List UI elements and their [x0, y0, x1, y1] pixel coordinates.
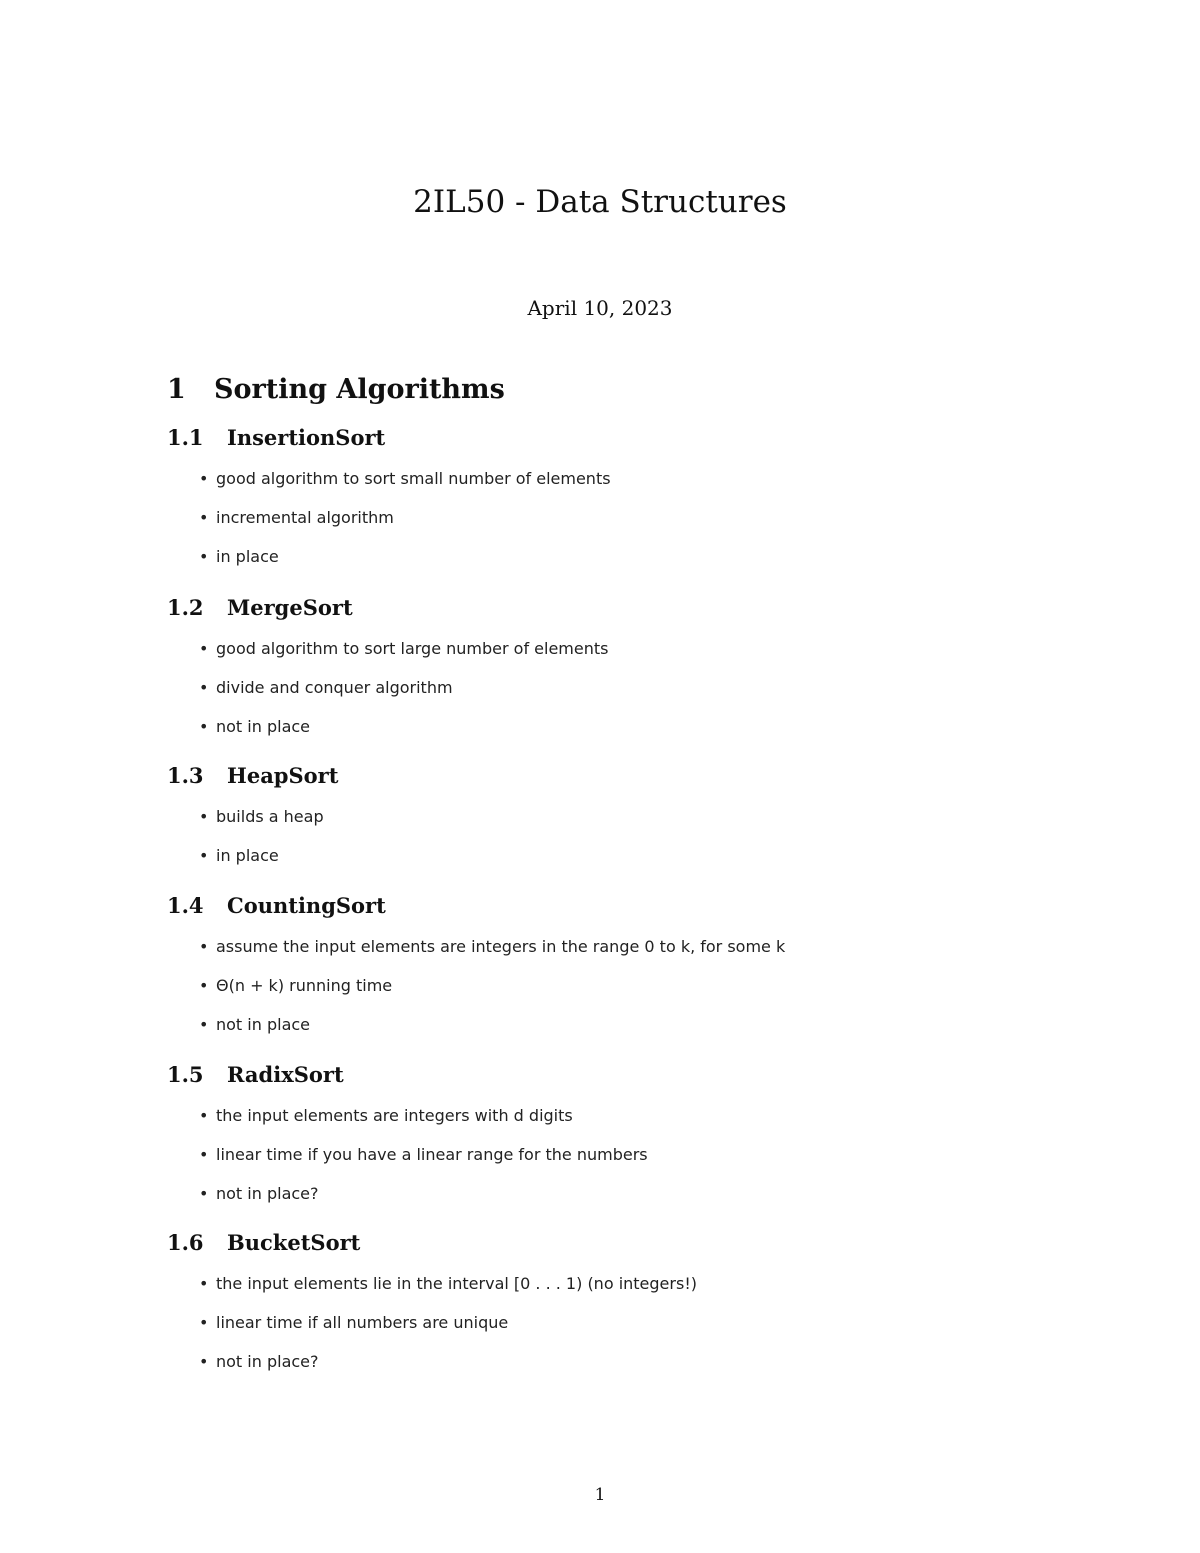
bullet-icon: •: [199, 639, 209, 658]
subsection-heading: [167, 891, 785, 921]
list-item-text: not in place?: [216, 1184, 319, 1203]
bullet-icon: •: [199, 1015, 209, 1034]
subsection-number: 1.2: [167, 595, 204, 620]
list-item: [167, 966, 785, 1005]
list-item-text: in place: [216, 547, 279, 566]
subsection-number: 1.6: [167, 1230, 204, 1255]
document-title: 2IL50 - Data Structures: [413, 184, 787, 220]
list-item: [167, 629, 608, 668]
list-item: [167, 498, 611, 537]
list-item-text: linear time if all numbers are unique: [216, 1313, 509, 1332]
list-item: [167, 1264, 697, 1303]
subsection-title: CountingSort: [227, 893, 386, 918]
list-item: [167, 1005, 785, 1044]
list-item-text: in place: [216, 846, 279, 865]
bullet-list: [167, 1264, 697, 1381]
list-item: [167, 797, 338, 836]
list-item-text: not in place: [216, 1015, 311, 1034]
section-heading: [167, 372, 505, 408]
subsection-heading: [167, 1060, 648, 1090]
bullet-list: [167, 459, 611, 576]
subsection-countingsort: [167, 891, 785, 1044]
list-item: [167, 707, 608, 746]
list-item-text: the input elements lie in the interval [0 . . . 1) (no integers!): [216, 1274, 697, 1293]
subsection-radixsort: [167, 1060, 648, 1213]
bullet-icon: •: [199, 678, 209, 697]
list-item-text: not in place?: [216, 1352, 319, 1371]
bullet-icon: •: [199, 717, 209, 736]
subsection-title: MergeSort: [227, 595, 353, 620]
list-item-text: assume the input elements are integers in the range 0 to k, for some k: [216, 937, 786, 956]
bullet-list: [167, 629, 608, 746]
bullet-icon: •: [199, 1352, 209, 1371]
list-item: [167, 1342, 697, 1381]
subsection-number: 1.5: [167, 1062, 204, 1087]
bullet-icon: •: [199, 547, 209, 566]
subsection-heading: [167, 423, 611, 453]
page-number: 1: [594, 1485, 606, 1505]
list-item: [167, 1135, 648, 1174]
bullet-list: [167, 1096, 648, 1213]
subsection-number: 1.4: [167, 893, 204, 918]
list-item-text: incremental algorithm: [216, 508, 394, 527]
list-item-text: linear time if you have a linear range for the numbers: [216, 1145, 648, 1164]
subsection-title: InsertionSort: [227, 425, 386, 450]
list-item-text: not in place: [216, 717, 311, 736]
subsection-number: 1.3: [167, 763, 204, 788]
bullet-icon: •: [199, 508, 209, 527]
subsection-heapsort: [167, 761, 338, 875]
bullet-icon: •: [199, 807, 209, 826]
list-item: [167, 1174, 648, 1213]
list-item: [167, 927, 785, 966]
bullet-list: [167, 927, 785, 1044]
list-item-text: good algorithm to sort large number of elements: [216, 639, 609, 658]
subsection-insertionsort: [167, 423, 611, 576]
bullet-icon: •: [199, 469, 209, 488]
document-date: April 10, 2023: [527, 296, 673, 320]
list-item: [167, 537, 611, 576]
list-item: [167, 1096, 648, 1135]
list-item: [167, 1303, 697, 1342]
bullet-list: [167, 797, 338, 875]
subsection-mergesort: [167, 593, 608, 746]
subsection-heading: [167, 761, 338, 791]
bullet-icon: •: [199, 846, 209, 865]
subsection-number: 1.1: [167, 425, 204, 450]
subsection-title: HeapSort: [227, 763, 339, 788]
list-item-text: Θ(n + k) running time: [216, 976, 393, 995]
list-item-text: builds a heap: [216, 807, 324, 826]
list-item: [167, 836, 338, 875]
list-item: [167, 459, 611, 498]
subsection-bucketsort: [167, 1228, 697, 1381]
list-item-text: good algorithm to sort small number of elements: [216, 469, 611, 488]
subsection-title: BucketSort: [227, 1230, 361, 1255]
list-item: [167, 668, 608, 707]
subsection-heading: [167, 593, 608, 623]
section-number: 1: [167, 374, 186, 405]
list-item-text: divide and conquer algorithm: [216, 678, 453, 697]
bullet-icon: •: [199, 976, 209, 995]
subsection-heading: [167, 1228, 697, 1258]
list-item-text: the input elements are integers with d digits: [216, 1106, 573, 1125]
bullet-icon: •: [199, 1313, 209, 1332]
section-title: Sorting Algorithms: [214, 374, 505, 405]
bullet-icon: •: [199, 1184, 209, 1203]
subsection-title: RadixSort: [227, 1062, 344, 1087]
bullet-icon: •: [199, 1145, 209, 1164]
bullet-icon: •: [199, 1274, 209, 1293]
bullet-icon: •: [199, 1106, 209, 1125]
bullet-icon: •: [199, 937, 209, 956]
